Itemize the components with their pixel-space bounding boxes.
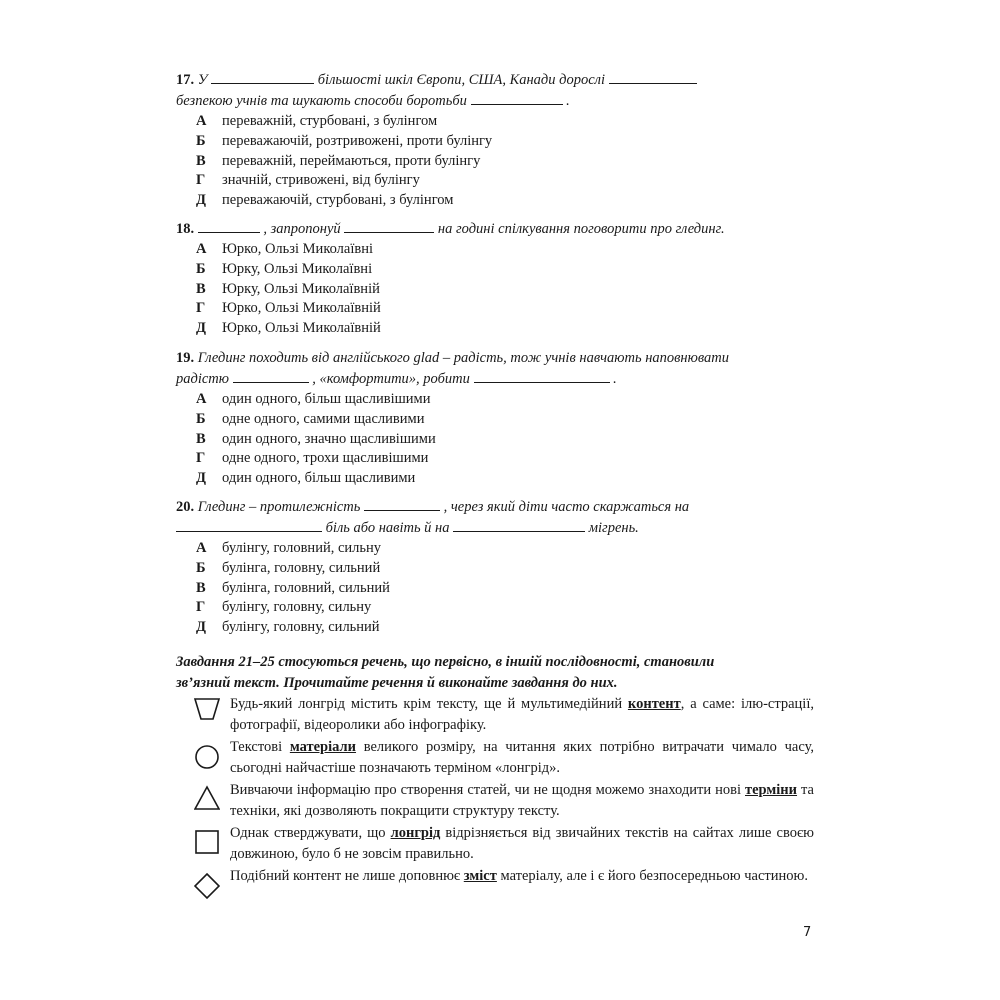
question-number: 20. (176, 499, 195, 515)
answer-blank (211, 70, 314, 84)
keyword: терміни (745, 782, 798, 798)
question-number: 17. (176, 72, 195, 88)
answer-blank (198, 219, 260, 233)
option-b[interactable]: Б булінга, головну, сильний (196, 559, 381, 576)
keyword: матеріали (289, 739, 357, 755)
question-stem-line2: радістю , «комфортити», робити . (176, 371, 617, 387)
answer-blank (233, 369, 309, 383)
square-icon (194, 829, 220, 855)
option-v[interactable]: В один одного, значно щасливішими (196, 430, 436, 447)
option-v[interactable]: В булінга, головний, сильний (196, 579, 390, 596)
option-b[interactable]: Б Юрку, Ользі Миколаївні (196, 260, 373, 277)
option-d[interactable]: Д булінгу, головну, сильний (196, 619, 380, 636)
sentence-text: Будь-який лонгрід містить крім тексту, ще й мультимедійний контент, а саме: ілю-страції, фотографії, відеоролики або інфографіку. (230, 696, 814, 733)
question-number: 19. (176, 350, 195, 366)
question-18 (176, 219, 826, 339)
option-h[interactable]: Г значній, стривожені, від булінгу (196, 172, 420, 189)
option-a[interactable]: А булінгу, головний, сильну (196, 540, 382, 556)
options-list (176, 112, 826, 211)
option-d[interactable]: Д один одного, більш щасливими (196, 470, 416, 487)
question-20 (176, 497, 826, 638)
sentence-text: Однак стверджувати, що лонгрід відрізняється від звичайних текстів на сайтах лише своєю довжиною, було б не зовсім правильно. (230, 825, 814, 862)
answer-blank (471, 91, 563, 105)
sentence-text: Текстові матеріали великого розміру, на читання яких потрібно витрачати чимало часу, сьогодні найчастіше позначають терміном «лонгрід». (230, 739, 814, 776)
option-d[interactable]: Д Юрко, Ользі Миколаївній (196, 320, 381, 337)
question-stem-line2: біль або навіть й на мігрень. (176, 518, 826, 539)
page-number: 7 (803, 925, 812, 940)
question-17 (176, 70, 826, 211)
option-b[interactable]: Б переважаючій, розтривожені, проти булінгу (196, 132, 493, 149)
option-v[interactable]: В Юрку, Ользі Миколаївній (196, 280, 380, 297)
options-list (176, 240, 826, 339)
option-b[interactable]: Б одне одного, самими щасливими (196, 410, 425, 427)
question-stem-line2: безпекою учнів та шукають способи боротьби . (176, 93, 570, 109)
keyword: зміст (463, 868, 497, 884)
option-a[interactable]: А переважній, стурбовані, з булінгом (196, 113, 438, 129)
question-stem: 20. Глединг – протилежність , через який діти часто скаржаться на (176, 499, 690, 515)
option-h[interactable]: Г одне одного, трохи щасливішими (196, 450, 429, 467)
answer-blank (474, 369, 610, 383)
answer-blank (176, 518, 322, 532)
option-v[interactable]: В переважній, переймаються, проти булінгу (196, 152, 481, 169)
question-stem: 18. , запропонуй на годині спілкування поговорити про глединг. (176, 221, 725, 237)
triangle-icon (194, 785, 220, 811)
question-stem: 17. У більшості шкіл Європи, США, Канади дорослі (176, 70, 826, 91)
option-a[interactable]: А один одного, більш щасливішими (196, 391, 431, 407)
sentence-text: Вивчаючи інформацію про створення статей, чи не щодня можемо знаходити нові терміни та техніки, які дозволяють покращити структуру тексту. (230, 782, 814, 819)
option-d[interactable]: Д переважаючій, стурбовані, з булінгом (196, 192, 454, 209)
diamond-icon (194, 873, 220, 899)
options-list (176, 390, 826, 489)
task-instructions: Завдання 21–25 стосуються речень, що первісно, в іншій послідовності, становили зв’язний текст. Прочитайте речення й виконайте завдання до них. (176, 654, 715, 691)
keyword: контент (627, 696, 681, 712)
question-stem: 19. Глединг походить від англійського glad – радість, тож учнів навчають наповнювати (176, 350, 730, 366)
option-h[interactable]: Г Юрко, Ользі Миколаївній (196, 300, 381, 317)
question-number: 18. (176, 221, 195, 237)
options-list (176, 539, 826, 638)
answer-blank (344, 219, 434, 233)
answer-blank (453, 518, 585, 532)
trapezoid-icon (194, 696, 220, 722)
sentence-text: Подібний контент не лише доповнює зміст матеріалу, але і є його безпосередньою частиною. (230, 868, 808, 884)
question-19 (176, 348, 826, 489)
answer-blank (609, 70, 697, 84)
circle-icon (194, 744, 220, 770)
option-h[interactable]: Г булінгу, головну, сильну (196, 599, 372, 616)
option-a[interactable]: А Юрко, Ользі Миколаївні (196, 241, 374, 257)
keyword: лонгрід (390, 825, 441, 841)
answer-blank (364, 497, 440, 511)
